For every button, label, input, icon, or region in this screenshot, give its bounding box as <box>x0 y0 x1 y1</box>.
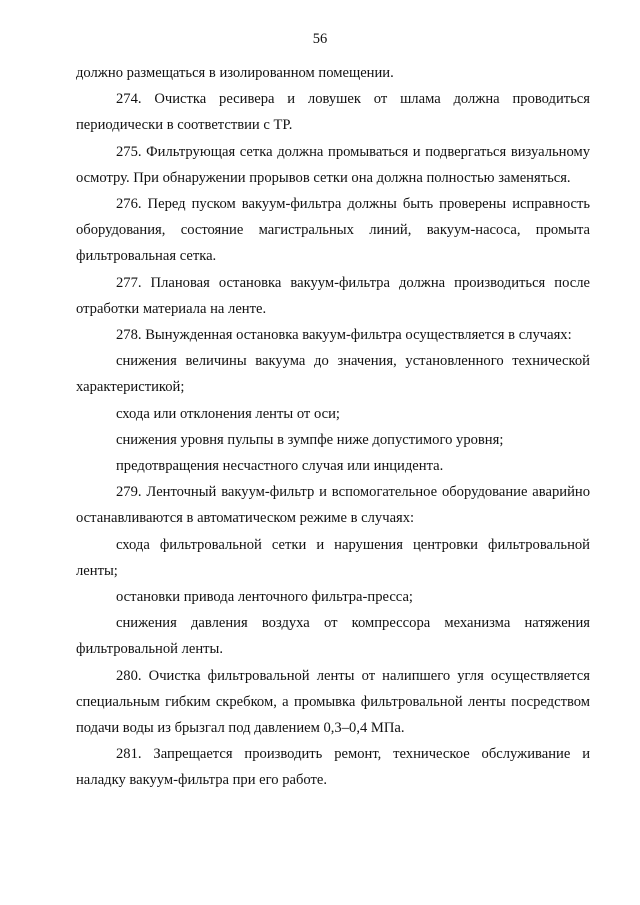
list-item-278-2: схода или отклонения ленты от оси; <box>116 405 340 422</box>
document-body <box>76 60 590 794</box>
list-item-278-4: предотвращения несчастного случая или инцидента. <box>116 458 444 475</box>
paragraph-continuation: должно размещаться в изолированном помещении. <box>76 65 394 81</box>
paragraph-274: 274. Очистка ресивера и ловушек от шлама должна проводиться периодически в соответствии с ТР. <box>76 91 590 134</box>
page-number: 56 <box>312 31 328 47</box>
list-item-279-1: схода фильтровальной сетки и нарушения центровки фильтровальной ленты; <box>76 536 590 579</box>
list-item-279-3: снижения давления воздуха от компрессора механизма натяжения фильтровальной ленты. <box>76 615 590 658</box>
paragraph-275: 275. Фильтрующая сетка должна промываться и подвергаться визуальному осмотру. При обнаружении прорывов сетки она должна полностью заменяться. <box>76 143 590 186</box>
list-item-278-1: снижения величины вакуума до значения, установленного технической характеристикой; <box>76 353 590 396</box>
paragraph-277: 277. Плановая остановка вакуум-фильтра должна производиться после отработки материала на ленте. <box>76 274 590 317</box>
paragraph-276: 276. Перед пуском вакуум-фильтра должны быть проверены исправность оборудования, состояние магистральных линий, вакуум-насоса, промыта фильтровальная сетка. <box>76 196 590 265</box>
paragraph-280: 280. Очистка фильтровальной ленты от налипшего угля осуществляется специальным гибким скребком, а промывка фильтровальной ленты посредством подачи воды из брызгал под давлением 0,3–0,4 МПа. <box>76 667 590 737</box>
paragraph-281: 281. Запрещается производить ремонт, техническое обслуживание и наладку вакуум-фильтра при его работе. <box>76 746 590 789</box>
list-item-278-3: снижения уровня пульпы в зумпфе ниже допустимого уровня; <box>116 431 504 448</box>
list-item-279-2: остановки привода ленточного фильтра-пресса; <box>116 589 413 606</box>
paragraph-279: 279. Ленточный вакуум-фильтр и вспомогательное оборудование аварийно останавливаются в автоматическом режиме в случаях: <box>76 484 590 527</box>
paragraph-278: 278. Вынужденная остановка вакуум-фильтра осуществляется в случаях: <box>116 327 572 344</box>
